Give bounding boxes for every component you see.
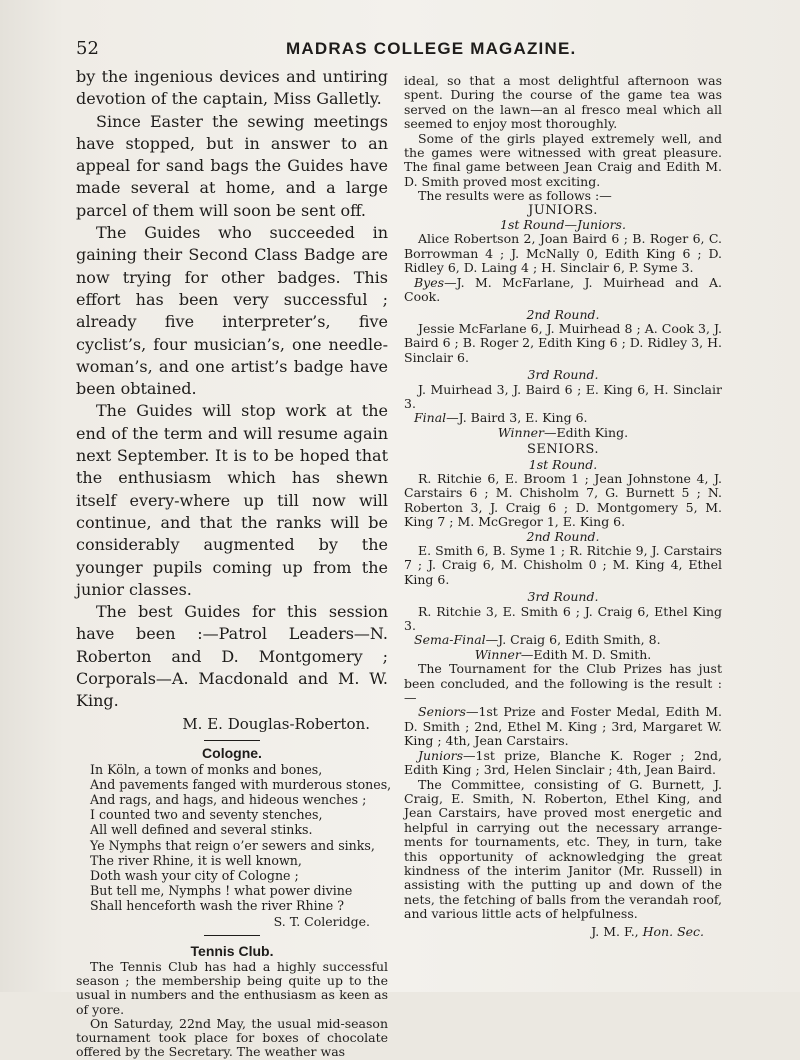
seniors-round2-results: E. Smith 6, B. Syme 1 ; R. Ritchie 9, J. Carstairs 7 ; J. Craig 6, M. Chisholm 0 ; M. King 4, Ethel King 6. [404,543,722,587]
guides-signature: M. E. Douglas-Roberton. [182,714,370,733]
poem-line: In Köln, a town of monks and bones, [90,761,323,777]
seniors-round2-label: 2nd Round. [526,528,600,544]
guides-paragraph: The Guides who succeeded in gaining their Second Class Badge are now trying for other badges. This effort has been very successful ; already five interpreter’s, five cyclist’s, four musician’s, one needle-woman’s, and one artist’s badge have been obtained. [76,223,388,399]
tennis-paragraph: Some of the girls played extremely well, and the games were witnessed with great pleasure. The final game between Jean Craig and Edith M. D. Smith proved most exciting. [404,130,722,189]
results-intro: The results were as follows :— [418,188,612,204]
poem-line: Ye Nymphs that reign o’er sewers and sinks, [90,837,375,853]
poem-body [76,761,392,914]
signature-initials: J. M. F., [591,923,639,939]
signature-role: Hon. Sec. [642,923,704,939]
tennis-paragraph: On Saturday, 22nd May, the usual mid-season tournament took place for boxes of chocolate offered by the Secretary. The weather was [76,1015,388,1060]
poem-line: And rags, and hags, and hideous wenches ; [90,792,367,808]
magazine-title: MADRAS COLLEGE MAGAZINE. [286,39,577,58]
left-column [76,66,392,1060]
poem-author: S. T. Coleridge. [273,913,370,929]
poem-line: Shall henceforth wash the river Rhine ? [90,898,344,914]
poem-line: And pavements fanged with murderous stones, [90,776,392,792]
winner-text: —Edith King. [544,424,629,440]
seniors-semi-final [404,633,722,647]
poem-title: Cologne. [202,744,262,761]
juniors-round1-label: 1st Round—Juniors. [500,217,626,233]
poem-line: Doth wash your city of Cologne ; [90,868,299,884]
final-label: Final [414,410,447,426]
winner-text: —Edith M. D. Smith. [520,646,652,662]
juniors-final [404,411,722,425]
semi-text: —J. Craig 6, Edith Smith, 8. [485,632,661,648]
winner-label: Winner [497,424,545,440]
page-number: 52 [76,38,99,59]
guides-paragraph: by the ingenious devices and untiring devotion of the captain, Miss Galletly. [76,67,388,109]
seniors-round3-label: 3rd Round. [527,589,599,605]
seniors-round3-results: R. Ritchie 3, E. Smith 6 ; J. Craig 6, Ethel King 3. [404,603,722,634]
juniors-winner [404,426,722,440]
committee-paragraph: The Committee, consisting of G. Burnett, J. Craig, E. Smith, N. Roberton, Ethel King, and Jean Carstairs, have proved most energetic and helpful in carrying out the necessary arrange-ments for tournaments, etc. They, in turn, take this opportunity of acknowledging the great kindness of the interim Janitor (Mr. Russell) in assisting with the putting up and down of the nets, the fetching of balls from the verandah roof, and various little acts of helpfulness. [404,776,722,922]
final-text: —J. Baird 3, E. King 6. [446,410,588,426]
seniors-round1-results: R. Ritchie 6, E. Broom 1 ; Jean Johnstone 4, J. Carstairs 6 ; M. Chisholm 7, G. Burnett 5 ; N. Roberton 3, J. Craig 6 ; D. Montgomery 5, M. King 7 ; M. McGregor 1, E. King 6. [404,470,722,530]
juniors-label: Juniors [418,747,464,763]
guides-paragraph: The Guides will stop work at the end of the term and will resume again next September. It is to be hoped that the enthusiasm which has shewn itself every-where up till now will continue, and that the ranks will be considerably augmented by the younger pupils coming up from the junior classes. [76,401,388,599]
juniors-heading: JUNIORS. [528,202,598,218]
guides-paragraph: The best Guides for this session have been :—Patrol Leaders—N. Roberton and D. Montgomery ; Corporals—A. Macdonald and M. W. King. [76,602,388,711]
juniors-prizes-text: —1st prize, Blanche K. Roger ; 2nd, Edith King ; 3rd, Helen Sinclair ; 4th, Jean Baird. [404,747,722,778]
semi-label: Sema-Final [414,632,486,648]
poem-line: All well defined and several stinks. [90,822,313,838]
section-divider [204,740,260,741]
poem-line: I counted two and seventy stenches, [90,807,323,823]
tennis-signature [404,924,704,939]
byes-text: —J. M. McFarlane, J. Muirhead and A. Cook. [404,274,722,305]
byes-label: Byes [414,274,445,290]
guides-paragraph: Since Easter the sewing meetings have stopped, but in answer to an appeal for sand bags the Guides have made several at home, and a large parcel of them will soon be sent off. [76,111,388,220]
seniors-prizes [404,705,722,748]
tennis-club-title: Tennis Club. [190,942,274,959]
juniors-round2-results: Jessie McFarlane 6, J. Muirhead 8 ; A. Cook 3, J. Baird 6 ; B. Roger 2, Edith King 6 ; D. Ridley 3, H. Sinclair 6. [404,320,722,365]
section-divider [204,935,260,936]
seniors-prizes-text: —1st Prize and Foster Medal, Edith M. D. Smith ; 2nd, Ethel M. King ; 3rd, Margaret W. King ; 4th, Jean Carstairs. [404,704,722,749]
seniors-round1-label: 1st Round. [528,456,598,472]
seniors-label: Seniors [418,704,466,720]
poem-line: But tell me, Nymphs ! what power divine [90,883,353,899]
juniors-round1-results: Alice Robertson 2, Joan Baird 6 ; B. Roger 6, C. Borrowman 4 ; J. McNally 0, Edith King 6 ; D. Ridley 6, D. Laing 4 ; H. Sinclair 6, P. Syme 3. [404,231,722,276]
juniors-byes [404,276,722,305]
juniors-round2-label: 2nd Round. [526,306,600,322]
seniors-heading: SENIORS. [527,442,599,458]
poem-line: The river Rhine, it is well known, [90,852,302,868]
right-column [404,74,722,939]
seniors-winner [404,648,722,662]
juniors-prizes [404,749,722,778]
page-header [76,38,706,64]
juniors-round3-results: J. Muirhead 3, J. Baird 6 ; E. King 6, H. Sinclair 3. [404,381,722,411]
tennis-paragraph: The Tennis Club has had a highly successful season ; the membership being quite up to the usual in numbers and the enthusiasm as keen as of yore. [76,958,388,1017]
club-prizes-intro: The Tournament for the Club Prizes has just been concluded, and the following is the result :— [404,661,722,706]
tennis-paragraph-continued: ideal, so that a most delightful afternoon was spent. During the course of the game tea was served on the lawn—an al fresco meal which all seemed to enjoy most thoroughly. [404,73,722,132]
winner-label: Winner [474,646,521,662]
juniors-round3-label: 3rd Round. [527,367,599,383]
